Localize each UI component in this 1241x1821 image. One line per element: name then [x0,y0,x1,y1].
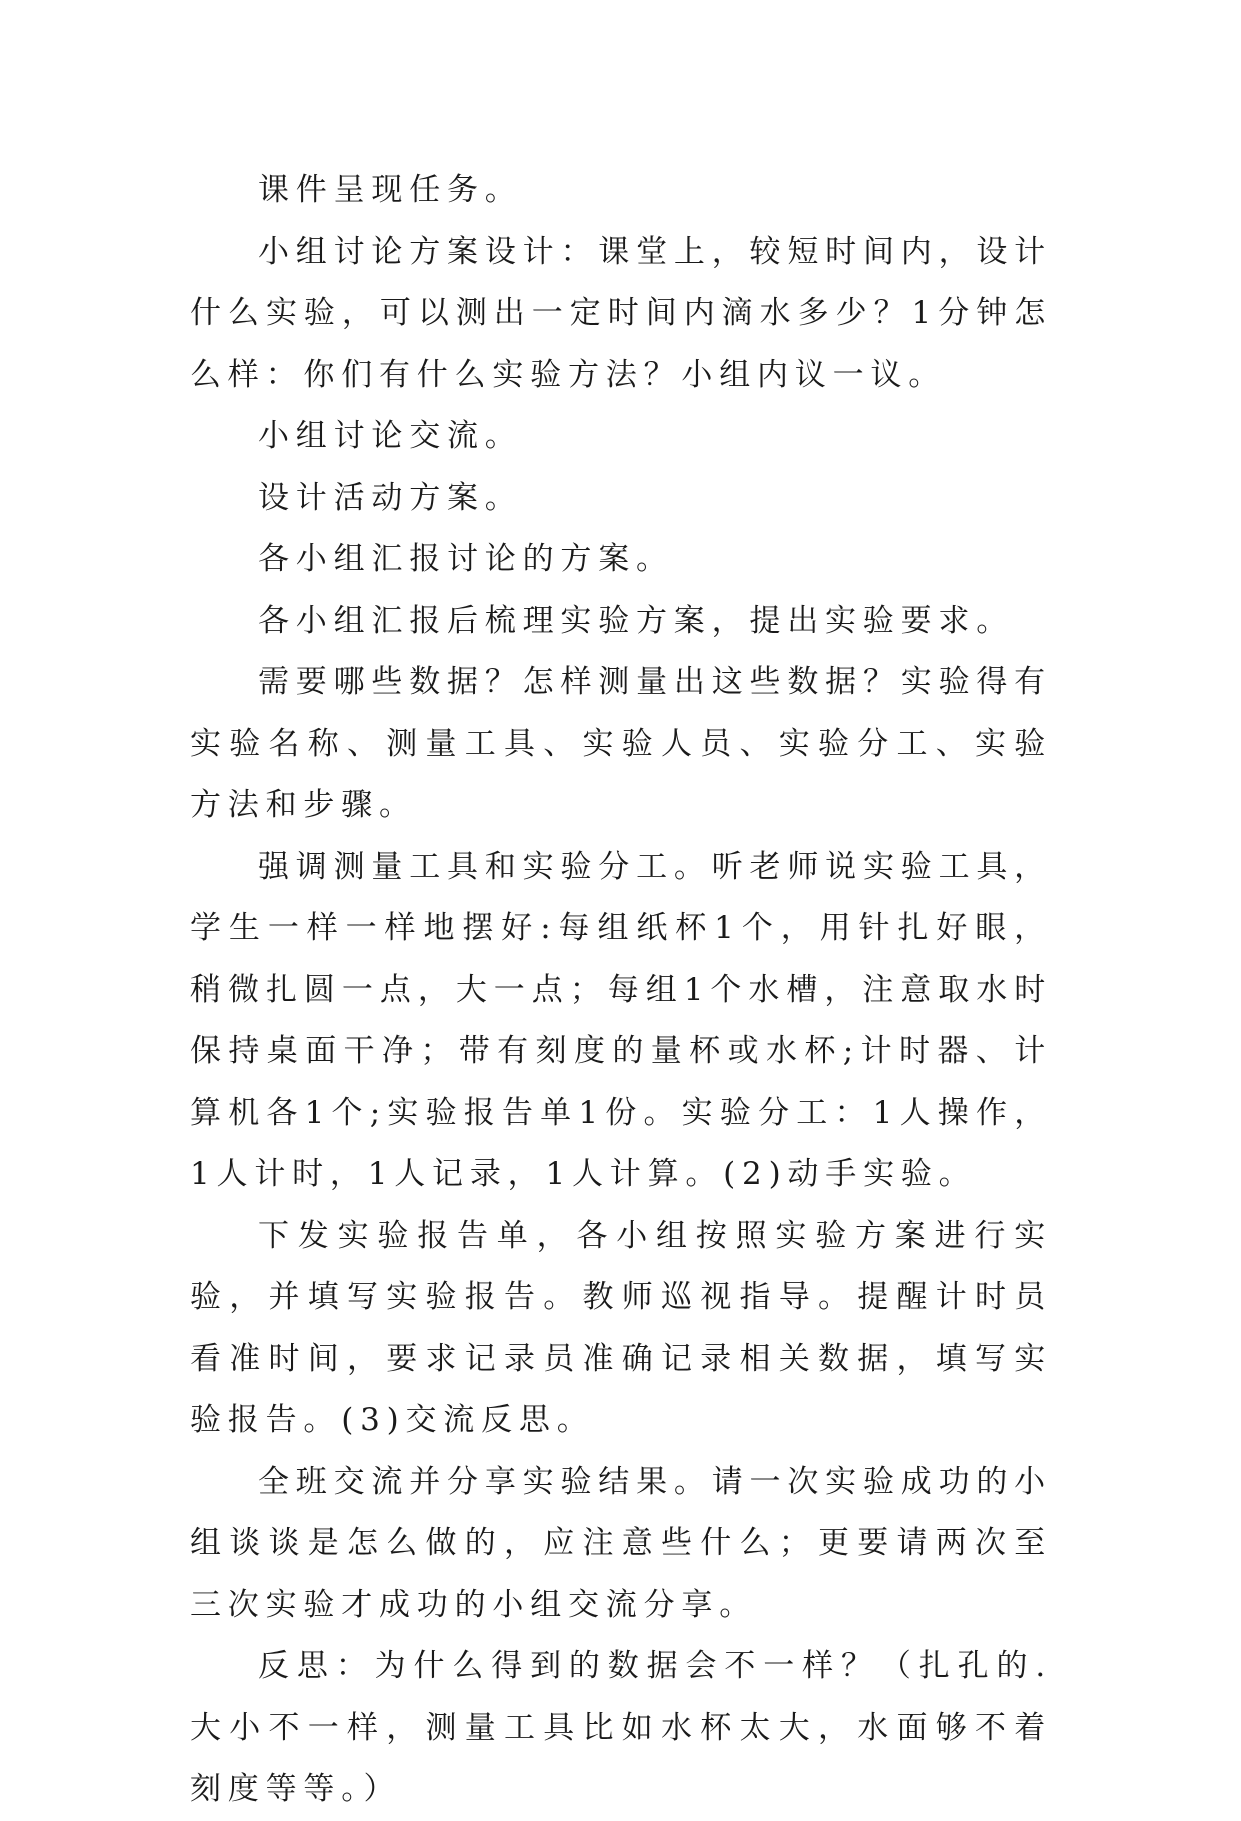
document-body [190,160,1052,1821]
paragraph: 课件呈现任务。 [258,172,523,208]
paragraph: 各小组汇报讨论的方案。 [258,541,674,577]
paragraph: 反思：为什么得到的数据会不一样？（扎孔的.大小不一样，测量工具比如水杯太大，水面够不着刻度等等。） [190,1648,1052,1807]
paragraph: 各小组汇报后梳理实验方案，提出实验要求。 [258,602,1014,639]
paragraph: 强调测量工具和实验分工。听老师说实验工具，学生一样一样地摆好:每组纸杯1个，用针扎好眼，稍微扎圆一点，大一点；每组1个水槽，注意取水时保持桌面干净；带有刻度的量杯或水杯;计时器、计算机各1个;实验报告单1份。实验分工：1人操作，1人计时，1人记录，1人计算。(2)动手实验。 [190,848,1052,1192]
paragraph: 设计活动方案。 [258,479,523,516]
paragraph: 需要哪些数据？怎样测量出这些数据？实验得有实验名称、测量工具、实验人员、实验分工、实验方法和步骤。 [190,664,1052,823]
paragraph: 下发实验报告单，各小组按照实验方案进行实验，并填写实验报告。教师巡视指导。提醒计时员看准时间，要求记录员准确记录相关数据，填写实验报告。(3)交流反思。 [190,1217,1052,1438]
paragraph: 小组讨论方案设计：课堂上，较短时间内，设计什么实验，可以测出一定时间内滴水多少？1分钟怎么样：你们有什么实验方法？小组内议一议。 [190,233,1052,393]
paragraph: 小组讨论交流。 [258,418,523,454]
paragraph: 全班交流并分享实验结果。请一次实验成功的小组谈谈是怎么做的，应注意些什么；更要请两次至三次实验才成功的小组交流分享。 [190,1463,1052,1623]
